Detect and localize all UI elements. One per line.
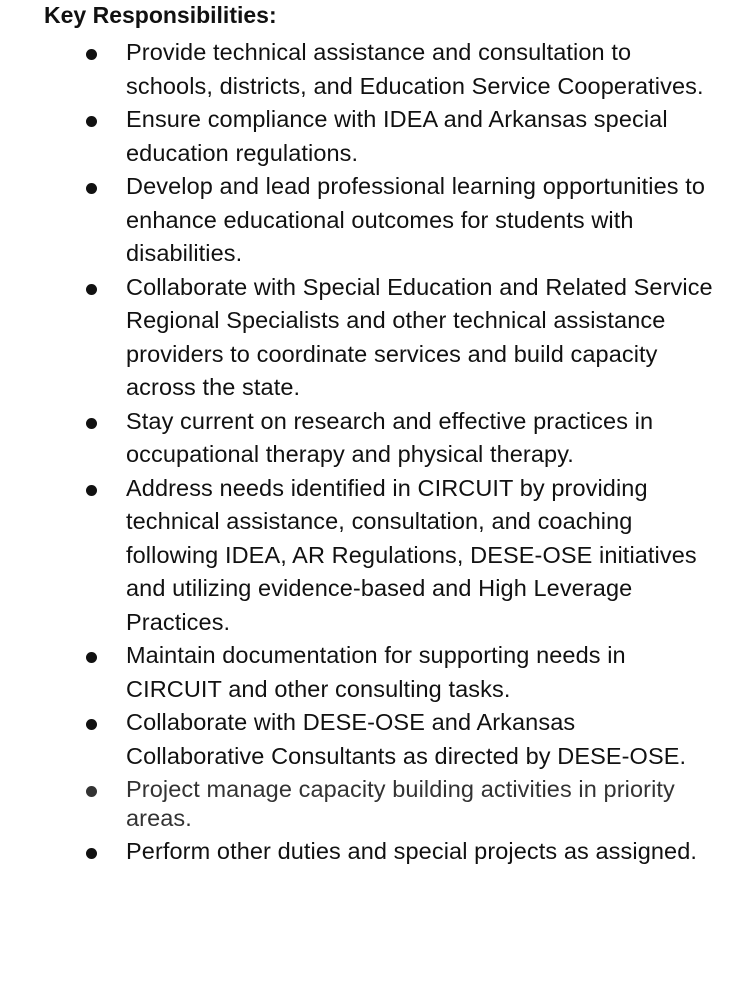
list-item-text: Stay current on research and effective practices in occupational therapy and physical therapy. bbox=[126, 407, 654, 467]
list-item bbox=[0, 271, 750, 405]
list-item bbox=[0, 773, 750, 835]
bullet-icon bbox=[86, 719, 97, 730]
list-item bbox=[0, 170, 750, 271]
list-item-text: Provide technical assistance and consultation to schools, districts, and Education Service Cooperatives. bbox=[126, 39, 704, 99]
section-heading: Key Responsibilities: bbox=[44, 2, 277, 28]
list-item-text: Address needs identified in CIRCUIT by providing technical assistance, consultation, and coaching following IDEA, AR Regulations, DESE-OSE initiatives and utilizing evidence-based and High Leverage Practices. bbox=[126, 474, 697, 635]
bullet-icon bbox=[86, 848, 97, 859]
list-item bbox=[0, 835, 750, 869]
list-item-text: Collaborate with Special Education and Related Service Regional Specialists and other technical assistance providers to coordinate services and build capacity across the state. bbox=[126, 273, 713, 400]
list-item-text: Perform other duties and special projects as assigned. bbox=[126, 838, 698, 864]
bullet-icon bbox=[86, 418, 97, 429]
bullet-icon bbox=[86, 183, 97, 194]
list-item bbox=[0, 706, 750, 773]
responsibilities-list bbox=[0, 36, 750, 869]
bullet-icon bbox=[86, 49, 97, 60]
list-item bbox=[0, 405, 750, 472]
list-item bbox=[0, 103, 750, 170]
list-item-text: Develop and lead professional learning opportunities to enhance educational outcomes for students with disabilities. bbox=[126, 173, 706, 266]
bullet-icon bbox=[86, 485, 97, 496]
list-item bbox=[0, 639, 750, 706]
list-item bbox=[0, 472, 750, 640]
list-item bbox=[0, 36, 750, 103]
bullet-icon bbox=[86, 284, 97, 295]
bullet-icon bbox=[86, 116, 97, 127]
bullet-icon bbox=[86, 786, 97, 797]
list-item-text: Project manage capacity building activities in priority areas. bbox=[126, 776, 675, 831]
list-item-text: Ensure compliance with IDEA and Arkansas special education regulations. bbox=[126, 106, 668, 166]
bullet-icon bbox=[86, 652, 97, 663]
list-item-text: Maintain documentation for supporting needs in CIRCUIT and other consulting tasks. bbox=[126, 642, 626, 702]
list-item-text: Collaborate with DESE-OSE and Arkansas Collaborative Consultants as directed by DESE-OSE. bbox=[126, 709, 687, 769]
